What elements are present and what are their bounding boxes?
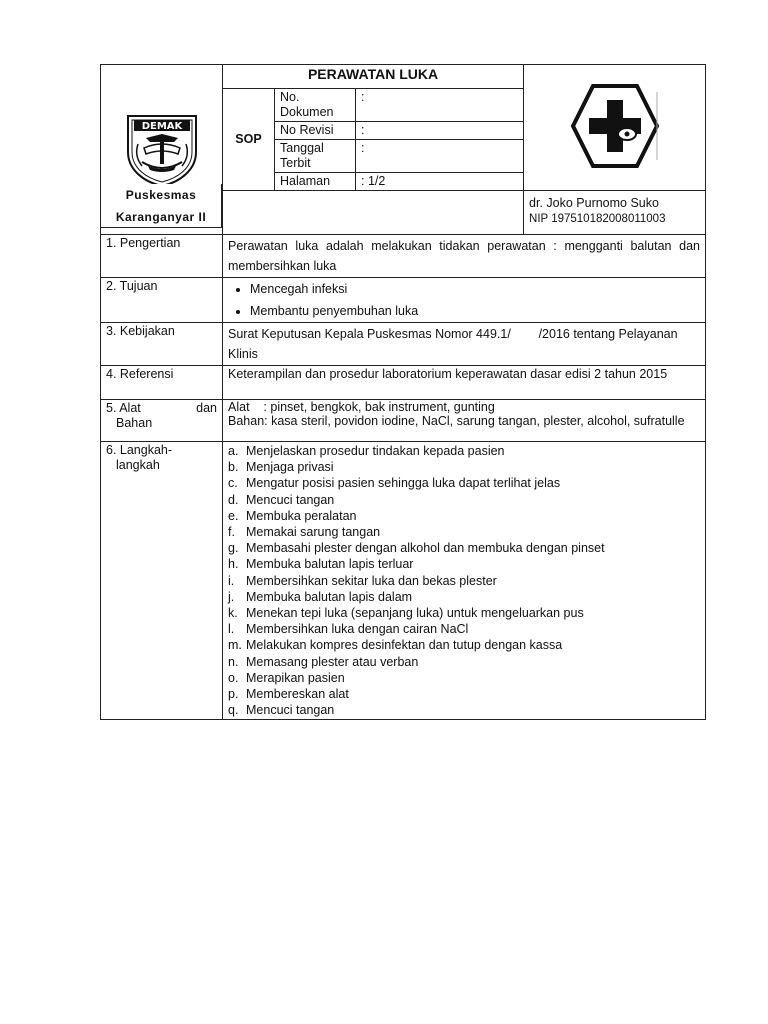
alat-cell	[223, 400, 706, 442]
langkah-step	[228, 654, 700, 670]
step-letter: p.	[228, 687, 239, 702]
puskesmas-name-cell	[100, 184, 222, 228]
step-letter: n.	[228, 654, 239, 669]
step-letter: d.	[228, 492, 239, 507]
referensi-text: Keterampilan dan prosedur laboratorium keperawatan dasar edisi 2 tahun 2015	[223, 366, 706, 400]
tujuan-cell	[223, 278, 706, 323]
step-letter: o.	[228, 670, 239, 685]
langkah-step	[228, 443, 700, 459]
step-text: Membersihkan sekitar luka dan bekas plester	[246, 573, 497, 588]
body-table	[100, 234, 706, 720]
step-text: Memasang plester atau verban	[246, 654, 419, 669]
meta-label-no-revisi: No Revisi	[275, 122, 356, 140]
puskesmas-line1: Puskesmas	[125, 188, 197, 202]
step-letter: c.	[228, 476, 238, 491]
langkah-step	[228, 605, 700, 621]
kebijakan-text: Surat Keputusan Kepala Puskesmas Nomor 449.1/ /2016 tentang Pelayanan Klinis	[223, 323, 706, 366]
puskesmas-line2: Karanganyar II	[115, 210, 207, 224]
step-text: Membasahi plester dengan alkohol dan membuka dengan pinset	[246, 541, 605, 556]
step-text: Membuka balutan lapis terluar	[246, 557, 414, 572]
demak-logo-text: DEMAK	[141, 120, 182, 132]
meta-label-halaman: Halaman	[275, 173, 356, 191]
step-text: Menjelaskan prosedur tindakan kepada pasien	[246, 444, 505, 458]
step-text: Mengatur posisi pasien sehingga luka dapat terlihat jelas	[246, 476, 561, 491]
referensi-label: 4. Referensi	[101, 366, 223, 400]
langkah-step	[228, 524, 700, 540]
puskesmas-cross-icon	[569, 82, 661, 170]
step-letter: k.	[228, 606, 238, 621]
demak-crest-icon	[122, 108, 202, 188]
meta-value-tanggal-terbit: :	[356, 140, 524, 173]
step-text: Memakai sarung tangan	[246, 525, 381, 540]
step-letter: q.	[228, 703, 239, 718]
meta-value-no-revisi: :	[356, 122, 524, 140]
langkah-list	[228, 443, 700, 718]
meta-label-tanggal-terbit: Tanggal Terbit	[275, 140, 356, 173]
langkah-label-cell	[101, 442, 223, 720]
step-text: Membereskan alat	[246, 687, 349, 702]
langkah-step	[228, 540, 700, 556]
signature-cell	[524, 191, 706, 235]
langkah-step	[228, 492, 700, 508]
step-text: Membuka balutan lapis dalam	[246, 589, 413, 604]
langkah-step	[228, 686, 700, 702]
blank-cell	[223, 191, 524, 235]
step-text: Menekan tepi luka (sepanjang luka) untuk mengeluarkan pus	[246, 606, 584, 621]
sop-label: SOP	[223, 89, 275, 191]
langkah-label-b: langkah	[116, 458, 160, 472]
step-text: Membuka peralatan	[246, 508, 357, 523]
langkah-step	[228, 637, 700, 653]
langkah-step	[228, 621, 700, 637]
tujuan-list	[228, 278, 700, 322]
meta-value-no-dokumen: :	[356, 89, 524, 122]
langkah-step	[228, 556, 700, 572]
step-letter: g.	[228, 541, 239, 556]
langkah-label-a: 6. Langkah-	[106, 443, 173, 457]
step-letter: i.	[228, 573, 235, 588]
langkah-step	[228, 670, 700, 686]
kebijakan-label: 3. Kebijakan	[101, 323, 223, 366]
signer-nip: NIP 197510182008011003	[529, 213, 666, 225]
langkah-cell	[223, 442, 706, 720]
alat-label-c: Bahan	[116, 416, 153, 430]
step-letter: l.	[228, 622, 235, 637]
langkah-step	[228, 508, 700, 524]
tujuan-label: 2. Tujuan	[101, 278, 223, 323]
puskesmas-logo-cell	[524, 65, 706, 191]
meta-label-no-dokumen: No. Dokumen	[275, 89, 356, 122]
signer-name: dr. Joko Purnomo Suko	[529, 196, 659, 210]
step-text: Membersihkan luka dengan cairan NaCl	[246, 622, 469, 637]
step-text: Menjaga privasi	[246, 460, 334, 475]
langkah-step	[228, 702, 700, 718]
step-text: Mencuci tangan	[246, 703, 335, 718]
langkah-step	[228, 459, 700, 475]
meta-value-halaman: : 1/2	[356, 173, 524, 191]
langkah-step	[228, 589, 700, 605]
langkah-step	[228, 475, 700, 491]
alat-text: Alat : pinset, bengkok, bak instrument, gunting	[228, 400, 495, 414]
tujuan-item: • Membantu penyembuhan luka	[250, 300, 700, 322]
alat-label-cell	[101, 400, 223, 442]
step-letter: a.	[228, 444, 239, 458]
step-letter: b.	[228, 460, 239, 475]
step-letter: h.	[228, 557, 239, 572]
step-text: Melakukan kompres desinfektan dan tutup dengan kassa	[246, 638, 563, 653]
document-title: PERAWATAN LUKA	[223, 65, 524, 89]
pengertian-label: 1. Pengertian	[101, 235, 223, 278]
bahan-text: Bahan: kasa steril, povidon iodine, NaCl, sarung tangan, plester, alcohol, sufratulle	[228, 413, 685, 428]
step-letter: j.	[228, 589, 235, 604]
step-text: Mencuci tangan	[246, 492, 335, 507]
step-text: Merapikan pasien	[246, 670, 345, 685]
step-letter: e.	[228, 508, 239, 523]
tujuan-item: • Mencegah infeksi	[250, 278, 700, 300]
sop-document	[100, 64, 705, 720]
step-letter: f.	[228, 525, 235, 540]
pengertian-text: Perawatan luka adalah melakukan tidakan perawatan : mengganti balutan dan membersihkan luka	[223, 235, 706, 278]
alat-label-b: dan	[196, 401, 217, 415]
langkah-step	[228, 573, 700, 589]
alat-label-a: 5. Alat	[106, 401, 141, 415]
step-letter: m.	[228, 638, 242, 653]
